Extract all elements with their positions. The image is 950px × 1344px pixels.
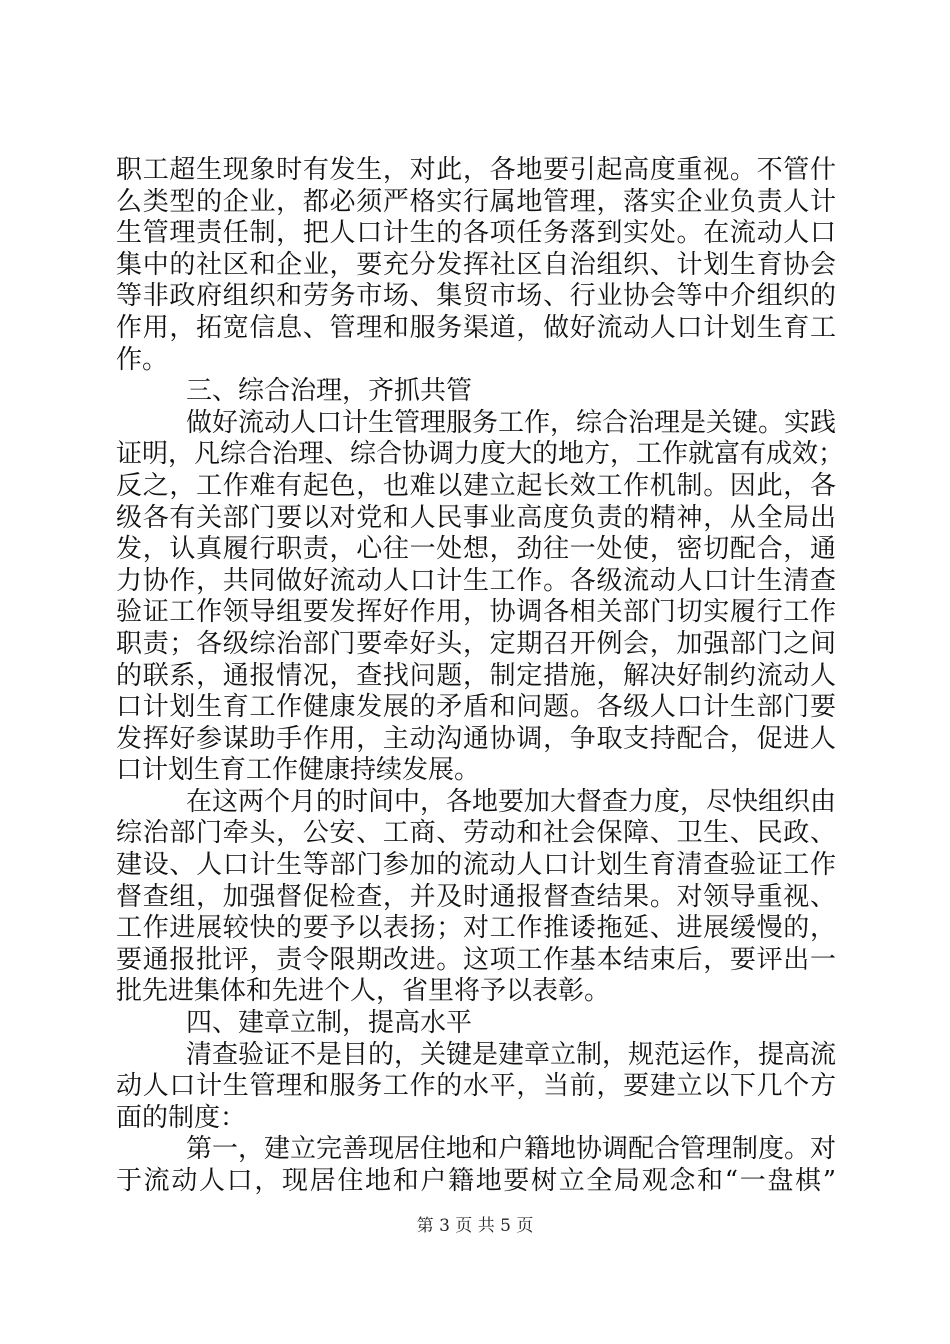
text-line: 的联系，通报情况，查找问题，制定措施，解决好制约流动人 (116, 660, 836, 691)
text-line: 发，认真履行职责，心往一处想，劲往一处使，密切配合，通 (116, 534, 836, 565)
text-line: 督查组，加强督促检查，并及时通报督查结果。对领导重视、 (116, 881, 836, 912)
text-line: 力协作，共同做好流动人口计生工作。各级流动人口计生清查 (116, 565, 836, 596)
text-line: 工作进展较快的要予以表扬；对工作推诿拖延、进展缓慢的， (116, 913, 836, 944)
text-line: 综治部门牵头，公安、工商、劳动和社会保障、卫生、民政、 (116, 818, 836, 849)
text-line: 级各有关部门要以对党和人民事业高度负责的精神，从全局出 (116, 502, 836, 533)
text-line: 批先进集体和先进个人，省里将予以表彰。 (116, 976, 611, 1007)
document-body (116, 155, 845, 1198)
text-line: 于流动人口，现居住地和户籍地要树立全局观念和“一盘棋” (116, 1166, 836, 1196)
text-line: 三、综合治理，齐抓共管 (186, 376, 473, 407)
page-footer (0, 1215, 950, 1237)
text-line: 反之，工作难有起色，也难以建立起长效工作机制。因此，各 (116, 470, 836, 501)
text-line: 面的制度： (116, 1102, 247, 1133)
text-line: 作用，拓宽信息、管理和服务渠道，做好流动人口计划生育工 (116, 312, 836, 343)
text-line: 清查验证不是目的，关键是建章立制，规范运作，提高流 (186, 1039, 837, 1070)
text-line: 职工超生现象时有发生，对此，各地要引起高度重视。不管什 (116, 155, 836, 185)
text-line: 集中的社区和企业，要充分发挥社区自治组织、计划生育协会 (116, 249, 836, 280)
text-line: 第一，建立完善现居住地和户籍地协调配合管理制度。对 (186, 1134, 837, 1165)
text-line: 么类型的企业，都必须严格实行属地管理，落实企业负责人计 (116, 186, 836, 217)
text-line: 口计划生育工作健康发展的矛盾和问题。各级人口计生部门要 (116, 692, 836, 723)
text-line: 发挥好参谋助手作用，主动沟通协调，争取支持配合，促进人 (116, 723, 836, 754)
text-line: 动人口计生管理和服务工作的水平，当前，要建立以下几个方 (116, 1071, 836, 1102)
text-line: 四、建章立制，提高水平 (186, 1008, 473, 1039)
text-line: 在这两个月的时间中，各地要加大督查力度，尽快组织由 (186, 786, 837, 817)
text-line: 建设、人口计生等部门参加的流动人口计划生育清查验证工作 (116, 850, 836, 881)
page-number-label: 第 3 页 共 5 页 (416, 1216, 534, 1236)
text-line: 生管理责任制，把人口计生的各项任务落到实处。在流动人口 (116, 218, 836, 249)
text-line: 要通报批评，责令限期改进。这项工作基本结束后，要评出一 (116, 944, 836, 975)
text-line: 证明，凡综合治理、综合协调力度大的地方，工作就富有成效； (116, 439, 845, 470)
text-line: 等非政府组织和劳务市场、集贸市场、行业协会等中介组织的 (116, 281, 836, 312)
text-line: 职责；各级综治部门要牵好头，定期召开例会，加强部门之间 (116, 628, 836, 659)
text-line: 验证工作领导组要发挥好作用，协调各相关部门切实履行工作 (116, 597, 836, 628)
text-line: 口计划生育工作健康持续发展。 (116, 755, 481, 786)
text-line: 做好流动人口计生管理服务工作，综合治理是关键。实践 (186, 407, 837, 438)
text-line: 作。 (116, 344, 169, 375)
